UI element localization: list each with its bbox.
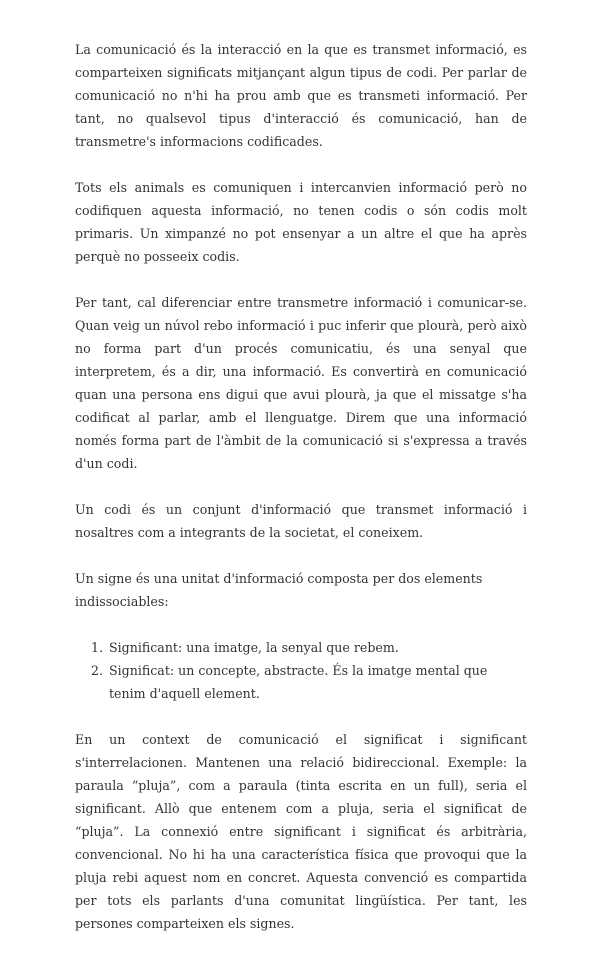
document-page bbox=[75, 38, 527, 958]
list-item-significant bbox=[75, 636, 527, 659]
paragraph-information-vs-communication: Per tant, cal diferenciar entre transmetre informació i comunicar-se. Quan veig un núvol rebo informació i puc inferir que plourà, però això no forma part d'un procés comunicatiu, és una senyal que interpretem, és a dir, una informació. Es convertirà en comunicació quan una persona ens digui que avui plourà, ja que el missatge s'ha codificat al parlar, amb el llenguatge. Direm que una informació només forma part de l'àmbit de la comunicació si s'expressa a través d'un codi. bbox=[75, 295, 527, 471]
list-item-text: Significant: una imatge, la senyal que rebem. bbox=[109, 640, 399, 655]
list-number: 1. bbox=[91, 640, 104, 655]
paragraph-code-definition: Un codi és un conjunt d'informació que transmet informació i nosaltres com a integrants de la societat, el coneixem. bbox=[75, 502, 527, 540]
paragraph-communication-definition: La comunicació és la interacció en la que es transmet informació, es comparteixen significats mitjançant algun tipus de codi. Per parlar de comunicació no n'hi ha prou amb que es transmeti informació. Per tant, no qualsevol tipus d'interacció és comunicació, han de transmetre's informacions codificades. bbox=[75, 42, 527, 149]
list-item-significat bbox=[75, 659, 527, 705]
sign-elements-list bbox=[75, 636, 527, 705]
list-number: 2. bbox=[91, 663, 104, 678]
paragraph-animals: Tots els animals es comuniquen i intercanvien informació però no codifiquen aquesta informació, no tenen codis o són codis molt primaris. Un ximpanzé no pot ensenyar a un altre el que ha après perquè no posseeix codis. bbox=[75, 180, 527, 264]
paragraph-sign-relationship: En un context de comunicació el significat i significant s'interrelacionen. Mantenen una relació bidireccional. Exemple: la paraula “pluja”, com a paraula (tinta escrita en un full), seria el significant. Allò que entenem com a pluja, seria el significat de “pluja”. La connexió entre significant i significat és arbitrària, convencional. No hi ha una característica física que provoqui que la pluja rebi aquest nom en concret. Aquesta convenció es compartida per tots els parlants d'una comunitat lingüística. Per tant, les persones comparteixen els signes. bbox=[75, 732, 527, 931]
list-item-text: Significat: un concepte, abstracte. És la imatge mental que tenim d'aquell element. bbox=[109, 663, 488, 701]
paragraph-sign-definition: Un signe és una unitat d'informació composta per dos elements indissociables: bbox=[75, 571, 483, 609]
